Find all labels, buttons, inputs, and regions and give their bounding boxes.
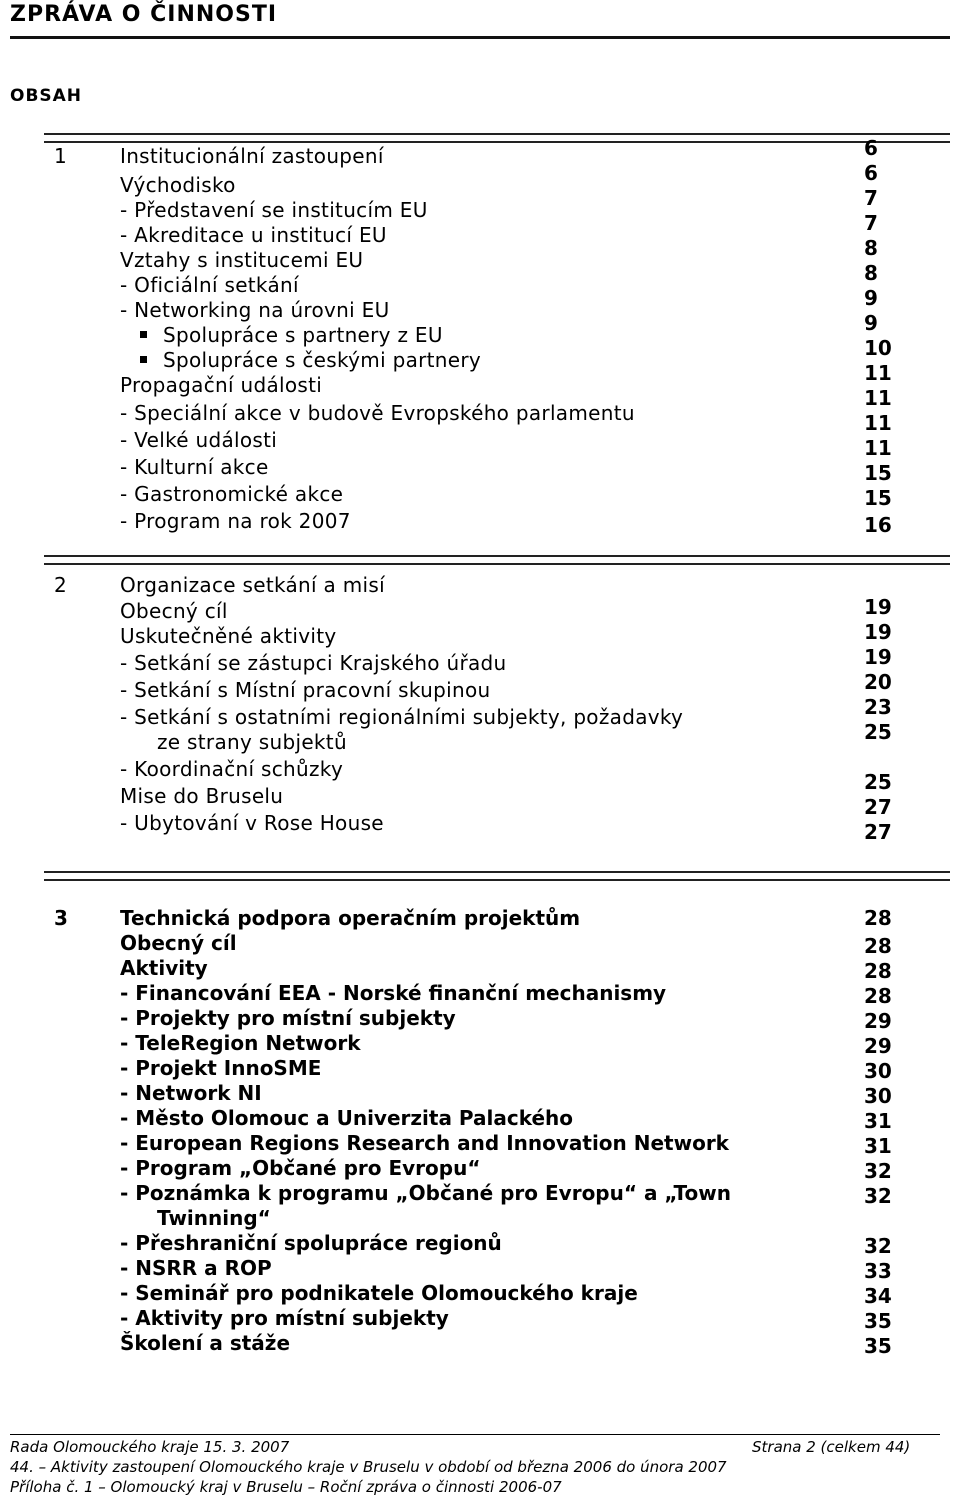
page-number: 11 — [864, 386, 892, 410]
page-number: 15 — [864, 486, 892, 510]
toc-entry: - Představení se institucím EU — [120, 198, 428, 222]
toc-entry-bullet — [140, 348, 481, 372]
page-number: 16 — [864, 513, 892, 537]
toc-entry: - Seminář pro podnikatele Olomouckého kraje — [120, 1281, 638, 1305]
page-number: 10 — [864, 336, 892, 360]
toc-entry: - Setkání s Místní pracovní skupinou — [120, 678, 491, 702]
toc-entry: Twinning“ — [157, 1206, 271, 1230]
page-number: 6 — [864, 161, 878, 185]
toc-entry: - Oficiální setkání — [120, 273, 299, 297]
toc-entry: - Ubytování v Rose House — [120, 811, 384, 835]
footer-page-info: Strana 2 (celkem 44) — [752, 1438, 911, 1456]
toc-entry: - Networking na úrovni EU — [120, 298, 390, 322]
toc-entry-bullet — [140, 323, 443, 347]
toc-entry: - NSRR a ROP — [120, 1256, 272, 1280]
page-number: 15 — [864, 461, 892, 485]
toc-entry: Obecný cíl — [120, 599, 228, 623]
toc-entry: - Financování EEA - Norské finanční mechanismy — [120, 981, 667, 1005]
page-number: 7 — [864, 211, 878, 235]
page-number: 28 — [864, 959, 892, 983]
page-number: 27 — [864, 820, 892, 844]
toc-entry: - Gastronomické akce — [120, 482, 344, 506]
page-number: 33 — [864, 1259, 892, 1283]
page-number: 11 — [864, 411, 892, 435]
section-rule — [44, 133, 950, 143]
toc-entry: Uskutečněné aktivity — [120, 624, 337, 648]
toc-entry: Technická podpora operačním projektům — [120, 906, 581, 930]
toc-entry: - European Regions Research and Innovation Network — [120, 1131, 729, 1155]
page-number: 9 — [864, 311, 878, 335]
toc-entry: - Aktivity pro místní subjekty — [120, 1306, 449, 1330]
page-number: 19 — [864, 620, 892, 644]
toc-entry: - Přeshraniční spolupráce regionů — [120, 1231, 502, 1255]
toc-entry: - TeleRegion Network — [120, 1031, 361, 1055]
toc-entry: - Setkání s ostatními regionálními subjekty, požadavky — [120, 705, 684, 729]
page-number: 32 — [864, 1184, 892, 1208]
page-number: 19 — [864, 595, 892, 619]
toc-entry: Obecný cíl — [120, 931, 237, 955]
page-number: 8 — [864, 236, 878, 260]
footer-attachment: Příloha č. 1 – Olomoucký kraj v Bruselu – Roční zpráva o činnosti 2006-07 — [10, 1478, 562, 1496]
header-rule — [10, 36, 950, 39]
toc-entry: - Velké události — [120, 428, 278, 452]
page-number: 28 — [864, 906, 892, 930]
page-number: 8 — [864, 261, 878, 285]
section-rule — [44, 555, 950, 565]
toc-entry: - Kulturní akce — [120, 455, 269, 479]
toc-entry: - Program „Občané pro Evropu“ — [120, 1156, 481, 1180]
footer-date: Rada Olomouckého kraje 15. 3. 2007 — [10, 1438, 290, 1456]
page-header-title: ZPRÁVA O ČINNOSTI — [10, 2, 278, 27]
toc-entry: Mise do Bruselu — [120, 784, 284, 808]
page-number: 32 — [864, 1159, 892, 1183]
page-number: 32 — [864, 1234, 892, 1258]
section-number: 1 — [54, 144, 68, 168]
page-number: 7 — [864, 186, 878, 210]
toc-entry: - Projekty pro místní subjekty — [120, 1006, 456, 1030]
toc-entry-text: Spolupráce s partnery z EU — [163, 323, 443, 347]
page-number: 34 — [864, 1284, 892, 1308]
toc-entry: - Network NI — [120, 1081, 262, 1105]
page-number: 31 — [864, 1109, 892, 1133]
page-number: 19 — [864, 645, 892, 669]
page-number: 20 — [864, 670, 892, 694]
page-number: 27 — [864, 795, 892, 819]
section-number: 2 — [54, 573, 68, 597]
page-number: 25 — [864, 770, 892, 794]
toc-entry-text: Spolupráce s českými partnery — [163, 348, 482, 372]
toc-entry: Vztahy s institucemi EU — [120, 248, 364, 272]
toc-entry: - Koordinační schůzky — [120, 757, 344, 781]
page-number: 28 — [864, 984, 892, 1008]
page-number: 29 — [864, 1034, 892, 1058]
page-number: 9 — [864, 286, 878, 310]
toc-title: OBSAH — [10, 86, 83, 106]
page-number: 6 — [864, 136, 878, 160]
toc-entry: - Projekt InnoSME — [120, 1056, 322, 1080]
toc-entry: - Akreditace u institucí EU — [120, 223, 387, 247]
toc-entry: Propagační události — [120, 373, 323, 397]
page-number: 11 — [864, 436, 892, 460]
toc-entry: - Poznámka k programu „Občané pro Evropu“ a „Town — [120, 1181, 731, 1205]
page-number: 11 — [864, 361, 892, 385]
page-number: 29 — [864, 1009, 892, 1033]
toc-entry: - Setkání se zástupci Krajského úřadu — [120, 651, 507, 675]
toc-entry: Organizace setkání a misí — [120, 573, 385, 597]
toc-entry: ze strany subjektů — [157, 730, 347, 754]
toc-entry: Východisko — [120, 173, 236, 197]
toc-entry: Institucionální zastoupení — [120, 144, 384, 168]
page-number: 23 — [864, 695, 892, 719]
page-number: 35 — [864, 1309, 892, 1333]
footer-rule — [10, 1434, 940, 1435]
toc-entry: - Speciální akce v budově Evropského parlamentu — [120, 401, 635, 425]
page-number: 31 — [864, 1134, 892, 1158]
page-number: 30 — [864, 1084, 892, 1108]
square-bullet-icon — [140, 331, 147, 338]
toc-entry: Aktivity — [120, 956, 208, 980]
page-number: 25 — [864, 720, 892, 744]
toc-entry: - Město Olomouc a Univerzita Palackého — [120, 1106, 574, 1130]
page-number: 30 — [864, 1059, 892, 1083]
toc-entry: - Program na rok 2007 — [120, 509, 351, 533]
square-bullet-icon — [140, 356, 147, 363]
page-number: 35 — [864, 1334, 892, 1358]
section-number: 3 — [54, 906, 68, 930]
section-rule — [44, 871, 950, 881]
footer-agenda-item: 44. – Aktivity zastoupení Olomouckého kraje v Bruselu v období od března 2006 do února 2007 — [10, 1458, 727, 1476]
page-number: 28 — [864, 934, 892, 958]
toc-entry: Školení a stáže — [120, 1331, 291, 1355]
